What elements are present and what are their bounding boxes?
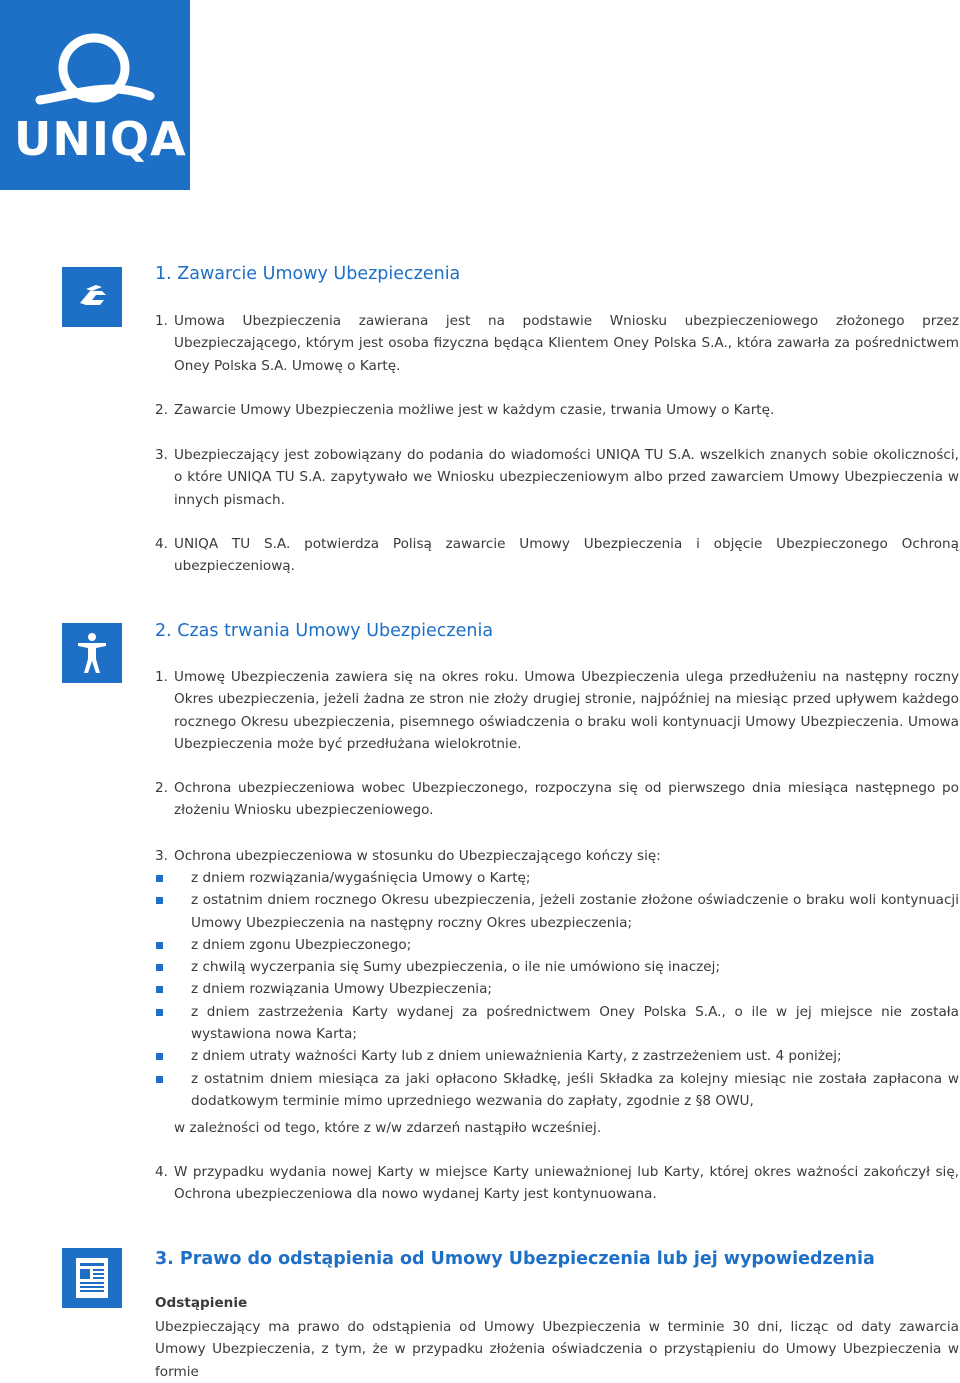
s1-item-3	[155, 444, 959, 511]
item-number: 4.	[155, 536, 168, 552]
s2-item-4	[155, 1161, 959, 1206]
bullet-square-icon	[156, 1076, 163, 1083]
s2-item-1	[155, 666, 959, 755]
withdrawal-subtitle: Odstąpienie	[155, 1295, 248, 1311]
uniqa-logo	[0, 0, 190, 190]
section-3-title: 3. Prawo do odstąpienia od Umowy Ubezpieczenia lub jej wypowiedzenia	[155, 1249, 875, 1269]
handshake-icon	[62, 267, 122, 327]
item-text: Ochrona ubezpieczeniowa wobec Ubezpieczonego, rozpoczyna się od pierwszego dnia miesiąca następnego po złożeniu Wniosku ubezpieczeniowego.	[174, 780, 959, 819]
withdrawal-text: Ubezpieczający ma prawo do odstąpienia od Umowy Ubezpieczenia w terminie 30 dni, licząc od daty zawarcia Umowy Ubezpieczenia, z tym, że w przypadku złożenia oświadczenia o przystąpieniu do Umowy Ubezpieczenia w formie	[155, 1319, 959, 1380]
document-icon	[62, 1248, 122, 1308]
item-number: 1.	[155, 669, 168, 685]
s1-item-1	[155, 310, 959, 377]
list-item-text: z dniem zastrzeżenia Karty wydanej za pośrednictwem Oney Polska S.A., o ile w jej miejsce nie została wystawiona nowa Karta;	[191, 1003, 959, 1043]
item-text: Umowa Ubezpieczenia zawierana jest na podstawie Wniosku ubezpieczeniowego złożonego przez Ubezpieczającego, którym jest osoba fizyczna będąca Klientem Oney Polska S.A., która zawarła za pośrednictwem Oney Polska S.A. Umowę o Kartę.	[174, 313, 959, 374]
list-item	[155, 1045, 959, 1067]
item-number: 2.	[155, 402, 168, 418]
item-number: 3.	[155, 848, 168, 864]
list-item-text: z dniem zgonu Ubezpieczonego;	[191, 936, 412, 953]
section-1-title: 1. Zawarcie Umowy Ubezpieczenia	[155, 264, 461, 284]
bullet-square-icon	[156, 897, 163, 904]
list-item-text: z dniem utraty ważności Karty lub z dniem unieważnienia Karty, z zastrzeżeniem ust. 4 poniżej;	[191, 1048, 842, 1065]
item-text: UNIQA TU S.A. potwierdza Polisą zawarcie Umowy Ubezpieczenia i objęcie Ubezpieczonego Ochroną ubezpieczeniową.	[174, 536, 959, 575]
item-number: 3.	[155, 447, 168, 463]
after-bullets-text: w zależności od tego, które z w/w zdarzeń nastąpiło wcześniej.	[174, 1120, 602, 1136]
item-text: W przypadku wydania nowej Karty w miejsce Karty unieważnionej lub Karty, której okres ważności zakończył się, Ochrona ubezpieczeniowa dla nowo wydanej Karty jest kontynuowana.	[174, 1164, 959, 1203]
list-item-text: z chwilą wyczerpania się Sumy ubezpieczenia, o ile nie umówiono się inaczej;	[191, 959, 721, 976]
bullet-square-icon	[156, 986, 163, 993]
item-number: 1.	[155, 313, 168, 329]
item-text: Zawarcie Umowy Ubezpieczenia możliwe jest w każdym czasie, trwania Umowy o Kartę.	[174, 402, 775, 418]
bullet-square-icon	[156, 1053, 163, 1060]
item-text: Ubezpieczający jest zobowiązany do podania do wiadomości UNIQA TU S.A. wszelkich znanych sobie okoliczności, o które UNIQA TU S.A. zapytywało we Wniosku ubezpieczeniowym albo przed zawarciem Umowy Ubezpieczenia w innych pismach.	[174, 447, 959, 508]
list-item-text: z dniem rozwiązania Umowy Ubezpieczenia;	[191, 981, 492, 998]
bullet-square-icon	[156, 1009, 163, 1016]
item-number: 4.	[155, 1164, 168, 1180]
list-item	[155, 1001, 959, 1046]
list-item-text: z ostatnim dniem miesiąca za jaki opłacono Składkę, jeśli Składka za kolejny miesiąc nie została zapłacona w dodatkowym terminie mimo uprzedniego wezwania do zapłaty, zgodnie z §8 OWU,	[191, 1070, 959, 1109]
item-text: Umowę Ubezpieczenia zawiera się na okres roku. Umowa Ubezpieczenia ulega przedłużeniu na następny roczny Okres ubezpieczenia, jeżeli żadna ze stron nie złoży drugiej stronie, najpóźniej na miesiąc przed upływem każdego rocznego Okresu ubezpieczenia, pisemnego oświadczenia o braku woli kontynuacji Umowy Ubezpieczenia. Umowa Ubezpieczenia może być przedłużana wielokrotnie.	[174, 669, 959, 752]
list-item	[155, 1068, 959, 1113]
section-2-title: 2. Czas trwania Umowy Ubezpieczenia	[155, 621, 494, 641]
bullet-square-icon	[156, 942, 163, 949]
s2-item-3	[155, 845, 959, 867]
item-number: 2.	[155, 780, 168, 796]
person-icon	[62, 623, 122, 683]
list-item	[155, 867, 959, 889]
s2-item-2	[155, 777, 959, 822]
list-item	[155, 978, 959, 1000]
list-item	[155, 934, 959, 956]
list-item	[155, 956, 959, 978]
logo-text: UNIQA	[14, 112, 187, 166]
s1-item-4	[155, 533, 959, 578]
item-text: Ochrona ubezpieczeniowa w stosunku do Ubezpieczającego kończy się:	[174, 848, 661, 864]
s1-item-2	[155, 399, 959, 421]
list-item	[155, 889, 959, 934]
list-item-text: z dniem rozwiązania/wygaśnięcia Umowy o Kartę;	[191, 870, 531, 886]
bullet-square-icon	[156, 964, 163, 971]
bullet-square-icon	[156, 875, 163, 882]
list-item-text: z ostatnim dniem rocznego Okresu ubezpieczenia, jeżeli zostanie złożone oświadczenie o braku woli kontynuacji Umowy Ubezpieczenia na następny roczny Okres ubezpieczenia;	[191, 892, 959, 931]
termination-list	[155, 867, 959, 1112]
